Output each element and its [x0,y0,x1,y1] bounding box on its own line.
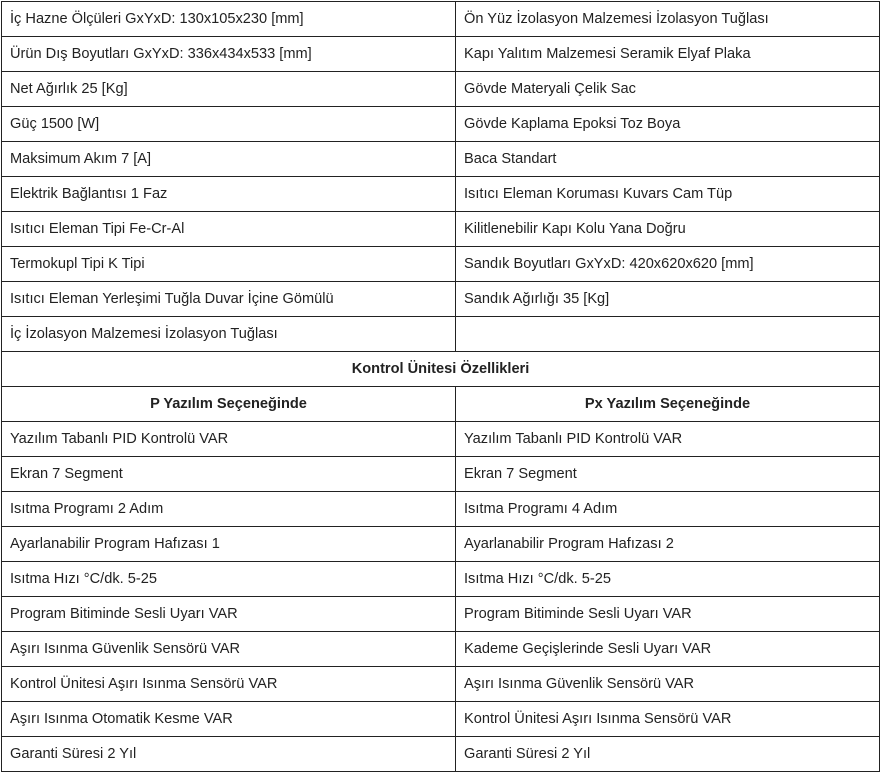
table-row [2,177,880,212]
table-row [2,107,880,142]
table-row [2,632,880,667]
spec-cell: Elektrik Bağlantısı 1 Faz [2,177,456,212]
spec-cell: Gövde Kaplama Epoksi Toz Boya [456,107,880,142]
spec-cell-empty [456,317,880,352]
spec-cell: Kapı Yalıtım Malzemesi Seramik Elyaf Plaka [456,37,880,72]
section-title-row [2,352,880,387]
spec-cell: Ön Yüz İzolasyon Malzemesi İzolasyon Tuğlası [456,2,880,37]
table-row [2,72,880,107]
table-row [2,2,880,37]
spec-cell: Aşırı Isınma Güvenlik Sensörü VAR [2,632,456,667]
spec-cell: Aşırı Isınma Güvenlik Sensörü VAR [456,667,880,702]
spec-cell: Program Bitiminde Sesli Uyarı VAR [456,597,880,632]
column-header-row [2,387,880,422]
spec-cell: Baca Standart [456,142,880,177]
spec-cell: Net Ağırlık 25 [Kg] [2,72,456,107]
spec-cell: Ayarlanabilir Program Hafızası 2 [456,527,880,562]
control-unit-title: Kontrol Ünitesi Özellikleri [2,352,880,387]
table-row [2,142,880,177]
table-row [2,702,880,737]
spec-cell: Ekran 7 Segment [2,457,456,492]
spec-cell: Isıtma Programı 2 Adım [2,492,456,527]
table-row [2,37,880,72]
spec-cell: Garanti Süresi 2 Yıl [456,737,880,772]
table-row [2,457,880,492]
spec-cell: Yazılım Tabanlı PID Kontrolü VAR [2,422,456,457]
spec-cell: Termokupl Tipi K Tipi [2,247,456,282]
spec-cell: Isıtma Programı 4 Adım [456,492,880,527]
spec-cell: Güç 1500 [W] [2,107,456,142]
spec-cell: Isıtıcı Eleman Yerleşimi Tuğla Duvar İçine Gömülü [2,282,456,317]
spec-cell: Garanti Süresi 2 Yıl [2,737,456,772]
spec-cell: Aşırı Isınma Otomatik Kesme VAR [2,702,456,737]
column-header-p: P Yazılım Seçeneğinde [2,387,456,422]
table-row [2,212,880,247]
table-row [2,422,880,457]
specifications-table [1,1,880,772]
spec-cell: Isıtma Hızı °C/dk. 5-25 [2,562,456,597]
table-row [2,247,880,282]
spec-cell: Kontrol Ünitesi Aşırı Isınma Sensörü VAR [456,702,880,737]
spec-cell: İç Hazne Ölçüleri GxYxD: 130x105x230 [mm] [2,2,456,37]
table-row [2,737,880,772]
table-row [2,667,880,702]
spec-cell: Isıtıcı Eleman Koruması Kuvars Cam Tüp [456,177,880,212]
table-row [2,492,880,527]
spec-cell: Kontrol Ünitesi Aşırı Isınma Sensörü VAR [2,667,456,702]
spec-cell: Program Bitiminde Sesli Uyarı VAR [2,597,456,632]
spec-cell: Kilitlenebilir Kapı Kolu Yana Doğru [456,212,880,247]
table-row [2,597,880,632]
table-row [2,562,880,597]
spec-cell: Kademe Geçişlerinde Sesli Uyarı VAR [456,632,880,667]
spec-cell: Yazılım Tabanlı PID Kontrolü VAR [456,422,880,457]
spec-cell: İç İzolasyon Malzemesi İzolasyon Tuğlası [2,317,456,352]
spec-cell: Sandık Ağırlığı 35 [Kg] [456,282,880,317]
table-row [2,282,880,317]
column-header-px: Px Yazılım Seçeneğinde [456,387,880,422]
spec-cell: Sandık Boyutları GxYxD: 420x620x620 [mm] [456,247,880,282]
spec-cell: Isıtma Hızı °C/dk. 5-25 [456,562,880,597]
table-row [2,317,880,352]
spec-cell: Maksimum Akım 7 [A] [2,142,456,177]
spec-cell: Ekran 7 Segment [456,457,880,492]
spec-cell: Ürün Dış Boyutları GxYxD: 336x434x533 [mm] [2,37,456,72]
table-row [2,527,880,562]
spec-cell: Isıtıcı Eleman Tipi Fe-Cr-Al [2,212,456,247]
spec-cell: Gövde Materyali Çelik Sac [456,72,880,107]
spec-cell: Ayarlanabilir Program Hafızası 1 [2,527,456,562]
